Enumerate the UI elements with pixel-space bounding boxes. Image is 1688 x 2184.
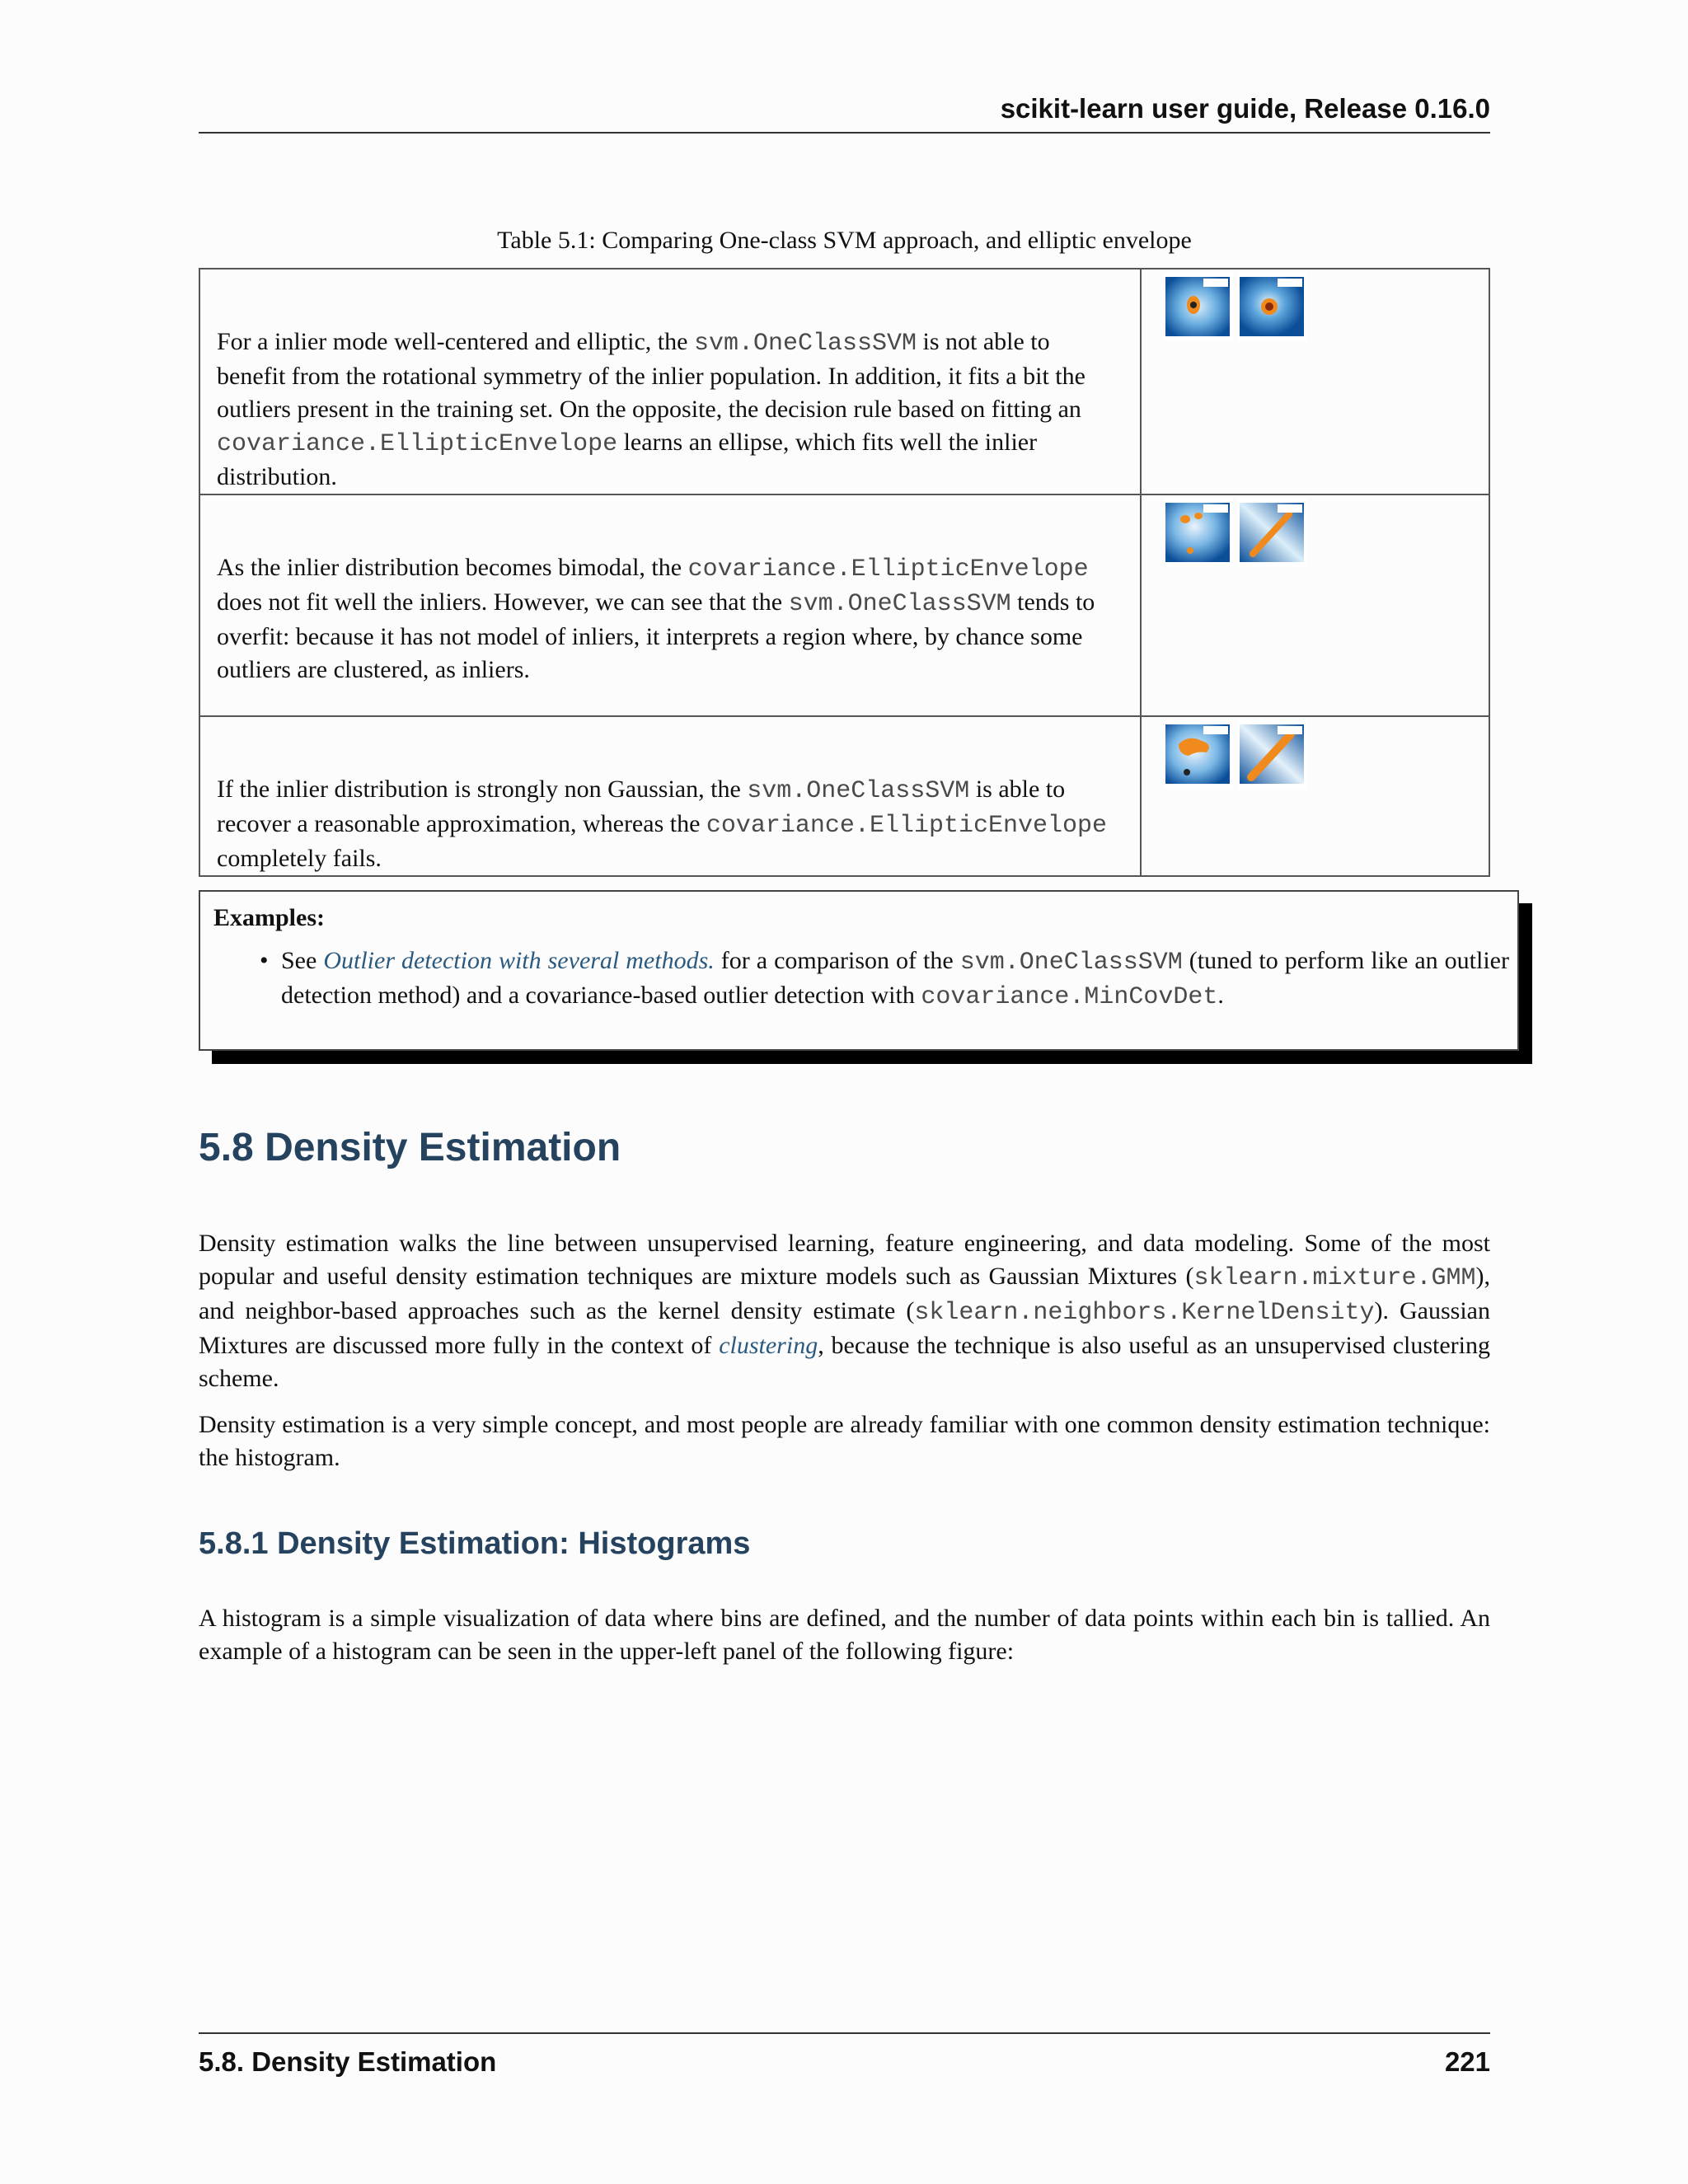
figure-thumbnail-svm-non-gaussian[interactable]	[1164, 719, 1233, 789]
table-cell-description: As the inlier distribution becomes bimodal, the covariance.EllipticEnvelope does not fit well the inliers. However, we can see that the svm.OneClassSVM tends to overfit: because it has not model of inliers, it interprets a region where, by chance some outliers are clustered, as inliers.	[199, 494, 1141, 716]
paragraph: Density estimation walks the line between unsupervised learning, feature engineering, and data modeling. Some of the most popular and useful density estimation techniques are mixture models such as Gaussian Mixtures (sklearn.mixture.GMM), and neighbor-based approaches such as the kernel density estimate (sklearn.neighbors.KernelDensity). Gaussian Mixtures are discussed more fully in the context of clustering, because the technique is also useful as an unsupervised clustering scheme.	[199, 1230, 1491, 1392]
paragraph: A histogram is a simple visualization of data where bins are defined, and the number of data points within each bin is tallied. An example of a histogram can be seen in the upper-left panel of the following figure:	[199, 1605, 1490, 1665]
running-header-title: scikit-learn user guide, Release 0.16.0	[1000, 93, 1490, 124]
footer-section-label: 5.8. Density Estimation	[199, 2046, 497, 2077]
code-literal: sklearn.mixture.GMM	[1193, 1264, 1476, 1292]
code-literal: covariance.EllipticEnvelope	[687, 555, 1089, 583]
code-literal: svm.OneClassSVM	[747, 777, 970, 805]
page-number: 221	[1444, 2046, 1490, 2077]
running-footer	[199, 2032, 1490, 2083]
table-cell-description: For a inlier mode well-centered and elliptic, the svm.OneClassSVM is not able to benefit from the rotational symmetry of the inlier population. In addition, it fits a bit the outliers present in the training set. On the opposite, the decision rule based on fitting an covariance.EllipticEnvelope learns an ellipse, which fits well the inlier distribution.	[199, 269, 1141, 494]
running-header	[199, 92, 1490, 134]
examples-box	[199, 890, 1519, 1051]
figure-thumbnail-elliptic-envelope[interactable]	[1238, 272, 1307, 341]
table-cell-figures	[1141, 716, 1489, 876]
section-title: 5.8 Density Estimation	[199, 1126, 621, 1169]
figure-thumbnail-elliptic-envelope-bimodal[interactable]	[1238, 498, 1307, 567]
table-caption: Table 5.1: Comparing One-class SVM approach, and elliptic envelope	[497, 227, 1192, 254]
table-cell-figures	[1141, 269, 1489, 494]
code-literal: covariance.MinCovDet	[921, 983, 1218, 1011]
clustering-link[interactable]: clustering	[719, 1332, 818, 1359]
table-cell-description: If the inlier distribution is strongly non Gaussian, the svm.OneClassSVM is able to recover a reasonable approximation, whereas the covariance.EllipticEnvelope completely fails.	[199, 716, 1141, 876]
code-literal: sklearn.neighbors.KernelDensity	[914, 1299, 1375, 1327]
code-literal: covariance.EllipticEnvelope	[706, 812, 1107, 840]
code-literal: svm.OneClassSVM	[693, 330, 917, 358]
comparison-table	[199, 268, 1490, 877]
code-literal: covariance.EllipticEnvelope	[217, 430, 618, 458]
table-row	[199, 716, 1489, 876]
example-link[interactable]: Outlier detection with several methods.	[323, 947, 715, 974]
code-literal: svm.OneClassSVM	[788, 590, 1011, 618]
figure-thumbnail-svm[interactable]	[1164, 272, 1233, 341]
subsection-title: 5.8.1 Density Estimation: Histograms	[199, 1526, 751, 1561]
list-item: • See Outlier detection with several methods. for a comparison of the svm.OneClassSVM (tuned to perform like an outlier detection method) and a covariance-based outlier detection with covariance.MinCovDet.	[281, 944, 1509, 1014]
paragraph: Density estimation is a very simple concept, and most people are already familiar with one common density estimation technique: the histogram.	[199, 1411, 1490, 1471]
table-row	[199, 494, 1489, 716]
examples-title: Examples:	[213, 904, 325, 931]
figure-thumbnail-elliptic-envelope-non-gaussian[interactable]	[1238, 719, 1307, 789]
table-cell-figures	[1141, 494, 1489, 716]
bullet: •	[260, 947, 269, 974]
table-row	[199, 269, 1489, 494]
code-literal: svm.OneClassSVM	[959, 949, 1183, 977]
figure-thumbnail-svm-bimodal[interactable]	[1164, 498, 1233, 567]
